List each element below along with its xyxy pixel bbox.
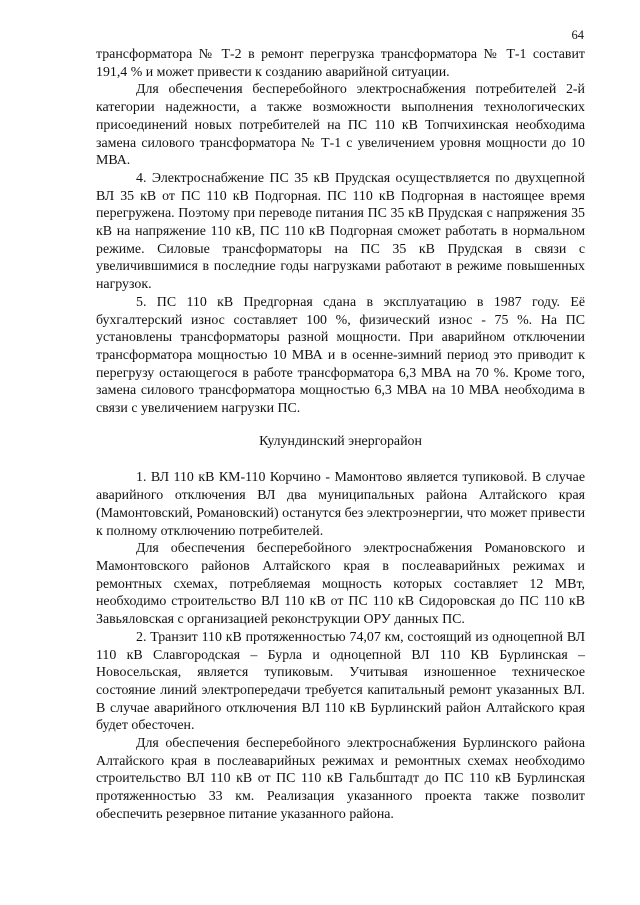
paragraph-transformer-overload: трансформатора № Т-2 в ремонт перегрузка трансформатора № Т-1 составит 191,4 % и может привести к созданию аварийной ситуации.	[96, 47, 585, 80]
paragraph-item-2-transit: 2. Транзит 110 кВ протяженностью 74,07 км, состоящий из одноцепной ВЛ 110 кВ Славгородская – Бурла и одноцепной ВЛ 110 КВ Бурлинская – Новосельская, является тупиковым. Учитывая изношенное техническое состояние линий электропередачи требуется капитальный ремонт указанных ВЛ. В случае аварийного отключения ВЛ 110 кВ Бурлинский район Алтайского края будет обесточен.	[96, 629, 585, 734]
paragraph-romanovsky-mamontovsky: Для обеспечения бесперебойного электроснабжения Романовского и Мамонтовского районов Алтайского края в послеаварийных режимах и ремонтных схемах, потребляемая мощность которых составляет 12 МВт, необходимо строительство ВЛ 110 кВ от ПС 110 кВ Сидоровская до ПС 110 кВ Завьяловская с организацией реконструкции ОРУ данных ПС.	[96, 541, 585, 628]
paragraph-item-5-predgornaya: 5. ПС 110 кВ Предгорная сдана в эксплуатацию в 1987 году. Её бухгалтерский износ составляет 100 %, физический износ - 75 %. На ПС установлены трансформаторы разной мощности. При аварийном отключении трансформатора мощностью 10 МВА и в осенне-зимний период это приводит к перегрузу остающегося в работе трансформатора 6,3 МВА на 70 %. Кроме того, замена силового трансформатора мощностью 6,3 МВА на 10 МВА необходима в связи с увеличением нагрузки ПС.	[96, 294, 585, 417]
paragraph-item-1-korchino: 1. ВЛ 110 кВ КМ-110 Корчино - Мамонтово является тупиковой. В случае аварийного отключения ВЛ два муниципальных района Алтайского края (Мамонтовский, Романовский) останутся без электроэнергии, что может привести к полному отключению потребителей.	[96, 470, 585, 539]
section-heading-kulunda: Кулундинский энергорайон	[259, 433, 422, 449]
page-number: 64	[571, 28, 584, 42]
document-body	[96, 46, 585, 824]
paragraph-burlinsky: Для обеспечения бесперебойного электроснабжения Бурлинского района Алтайского края в послеаварийных режимах и ремонтных схемах необходимо строительство ВЛ 110 кВ от ПС 110 кВ Гальбштадт до ПС 110 кВ Бурлинская протяженностью 33 км. Реализация указанного проекта также позволит обеспечить резервное питание указанного района.	[96, 736, 585, 822]
paragraph-item-4-prudskaya: 4. Электроснабжение ПС 35 кВ Прудская осуществляется по двухцепной ВЛ 35 кВ от ПС 110 кВ Подгорная. ПС 110 кВ Подгорная в настоящее время перегружена. Поэтому при переводе питания ПС 35 кВ Прудская с напряжения 35 кВ на напряжение 110 кВ, ПС 110 кВ Подгорная сможет работать в нормальном режиме. Силовые трансформаторы на ПС 35 кВ Прудская в связи с увеличившимися в последние годы нагрузками работают в режиме повышенных нагрузок.	[96, 170, 585, 293]
paragraph-topchikhinskaya: Для обеспечения бесперебойного электроснабжения потребителей 2-й категории надежности, а также возможности выполнения технологических присоединений новых потребителей на ПС 110 кВ Топчихинская необходима замена силового трансформатора № Т-1 с увеличением уровня мощности до 10 МВА.	[96, 82, 585, 169]
